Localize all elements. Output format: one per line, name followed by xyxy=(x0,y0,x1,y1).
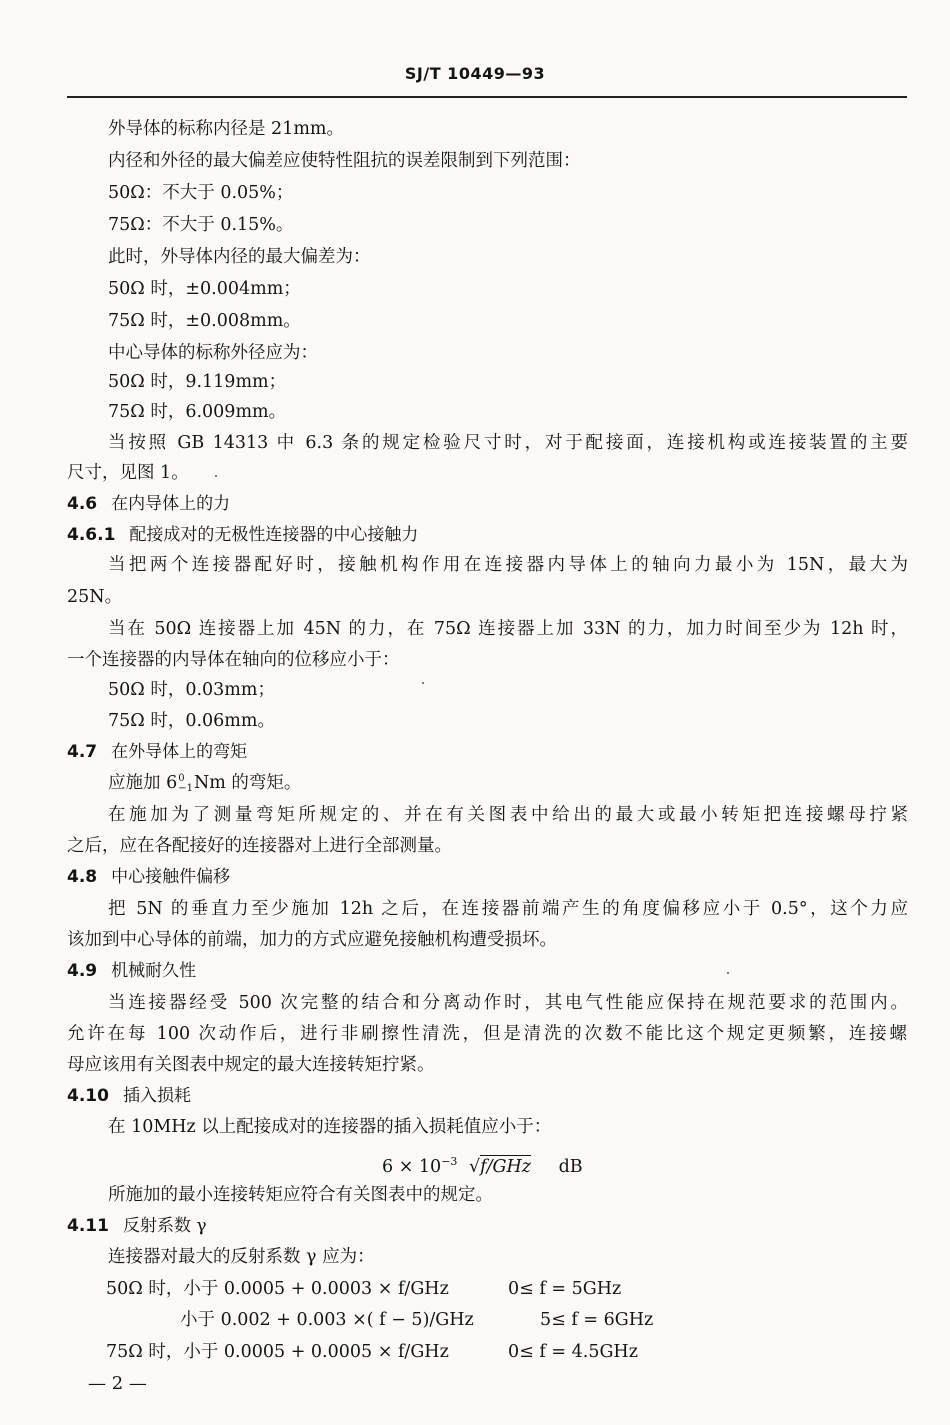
text-line: 母应该用有关图表中规定的最大连接转矩拧紧。 xyxy=(67,1055,435,1075)
text-line: 在施加为了测量弯矩所规定的、并在有关图表中给出的最大或最小转矩把连接螺母拧紧 xyxy=(108,805,908,825)
section-heading-4-6-1 xyxy=(67,523,418,547)
text-line: 75Ω：不大于 0.15%。 xyxy=(108,215,294,235)
section-heading-4-9 xyxy=(67,959,196,983)
text-line: 50Ω 时，±0.004mm； xyxy=(108,279,301,299)
formula-radicand: f/GHz xyxy=(480,1156,531,1177)
tolerance-upper: 0 xyxy=(178,772,185,784)
scan-speck xyxy=(215,475,217,477)
reflection-range: 0≤ f = 5GHz xyxy=(508,1279,622,1299)
tolerance-lower: −1 xyxy=(178,782,193,794)
section-heading-4-11 xyxy=(67,1214,207,1238)
tolerance-stack xyxy=(178,774,193,794)
text-line: 尺寸，见图 1。 xyxy=(67,463,189,483)
text-line: 外导体的标称内径是 21mm。 xyxy=(108,119,345,139)
formula-base: 6 × 10 xyxy=(382,1156,442,1177)
text-line: 75Ω 时，±0.008mm。 xyxy=(108,311,301,331)
reflection-prefix: 75Ω 时， xyxy=(106,1342,184,1362)
section-title: 中心接触件偏移 xyxy=(111,867,231,887)
text-line: 连接器对最大的反射系数 γ 应为： xyxy=(108,1247,375,1267)
section-heading-4-10 xyxy=(67,1084,191,1108)
reflection-prefix: 50Ω 时， xyxy=(106,1279,184,1299)
text-line: 内径和外径的最大偏差应使特性阻抗的误差限制到下列范围： xyxy=(108,151,581,171)
text-line: 所施加的最小连接转矩应符合有关图表中的规定。 xyxy=(108,1185,493,1205)
moment-text-b: Nm 的弯矩。 xyxy=(193,773,302,793)
section-number: 4.10 xyxy=(67,1086,109,1106)
reflection-row xyxy=(106,1340,449,1364)
text-line: 把 5N 的垂直力至少施加 12h 之后，在连接器前端产生的角度偏移应小于 0.5°，这个力应 xyxy=(108,899,908,919)
scan-speck xyxy=(727,972,729,974)
sqrt-sign: √ xyxy=(469,1156,481,1177)
section-title: 反射系数 γ xyxy=(122,1216,207,1236)
text-line: 75Ω 时，0.06mm。 xyxy=(108,711,275,731)
text-line: 之后，应在各配接好的连接器对上进行全部测量。 xyxy=(67,836,452,856)
insertion-loss-formula xyxy=(382,1150,583,1179)
reflection-expr: 小于 0.002 + 0.003 ×( f − 5)/GHz xyxy=(180,1310,474,1330)
text-line: 50Ω 时，0.03mm； xyxy=(108,680,275,700)
section-number: 4.6 xyxy=(67,494,98,514)
text-line: 25N。 xyxy=(67,587,123,607)
text-line: 该加到中心导体的前端，加力的方式应避免接触机构遭受损坏。 xyxy=(67,930,557,950)
section-number: 4.7 xyxy=(67,742,98,762)
section-title: 在外导体上的弯矩 xyxy=(111,742,248,762)
section-title: 在内导体上的力 xyxy=(111,494,231,514)
section-title: 插入损耗 xyxy=(122,1086,191,1106)
section-number: 4.11 xyxy=(67,1216,109,1236)
section-heading-4-6 xyxy=(67,492,230,516)
text-line: 当在 50Ω 连接器上加 45N 的力，在 75Ω 连接器上加 33N 的力，加力时间至少为 12h 时， xyxy=(108,619,908,639)
text-line: 此时，外导体内径的最大偏差为： xyxy=(108,247,371,267)
reflection-expr: 小于 0.0005 + 0.0003 × f/GHz xyxy=(183,1279,449,1299)
text-line: 一个连接器的内导体在轴向的位移应小于： xyxy=(67,650,400,670)
section-number: 4.8 xyxy=(67,867,98,887)
reflection-range: 5≤ f = 6GHz xyxy=(540,1310,654,1330)
section-heading-4-8 xyxy=(67,865,230,889)
text-line: 当按照 GB 14313 中 6.3 条的规定检验尺寸时，对于配接面，连接机构或连接装置的主要 xyxy=(108,433,908,453)
text-line: 当连接器经受 500 次完整的结合和分离动作时，其电气性能应保持在规范要求的范围内。 xyxy=(108,993,908,1013)
page-number: — 2 — xyxy=(88,1373,147,1394)
section-title: 机械耐久性 xyxy=(111,961,197,981)
moment-text-a: 应施加 6 xyxy=(108,773,178,793)
text-line: 当把两个连接器配好时，接触机构作用在连接器内导体上的轴向力最小为 15N，最大为 xyxy=(108,555,908,575)
moment-line xyxy=(108,771,301,795)
reflection-row xyxy=(180,1308,474,1332)
text-line: 50Ω：不大于 0.05%； xyxy=(108,183,294,203)
reflection-range: 0≤ f = 4.5GHz xyxy=(508,1342,638,1362)
scan-speck xyxy=(422,682,424,684)
header-rule xyxy=(67,96,907,98)
page-header-code: SJ/T 10449—93 xyxy=(404,64,546,83)
reflection-expr: 小于 0.0005 + 0.0005 × f/GHz xyxy=(183,1342,449,1362)
text-line: 75Ω 时，6.009mm。 xyxy=(108,402,287,422)
section-number: 4.9 xyxy=(67,961,98,981)
text-line: 中心导体的标称外径应为： xyxy=(108,343,318,363)
reflection-row xyxy=(106,1277,449,1301)
section-title: 配接成对的无极性连接器的中心接触力 xyxy=(129,525,419,545)
text-line: 50Ω 时，9.119mm； xyxy=(108,372,287,392)
text-line: 允许在每 100 次动作后，进行非刷擦性清洗，但是清洗的次数不能比这个规定更频繁，连接螺 xyxy=(67,1024,907,1044)
section-number: 4.6.1 xyxy=(67,525,116,545)
formula-unit: dB xyxy=(558,1156,583,1177)
formula-exponent: −3 xyxy=(441,1155,458,1168)
text-line: 在 10MHz 以上配接成对的连接器的插入损耗值应小于： xyxy=(108,1117,552,1137)
section-heading-4-7 xyxy=(67,740,247,764)
